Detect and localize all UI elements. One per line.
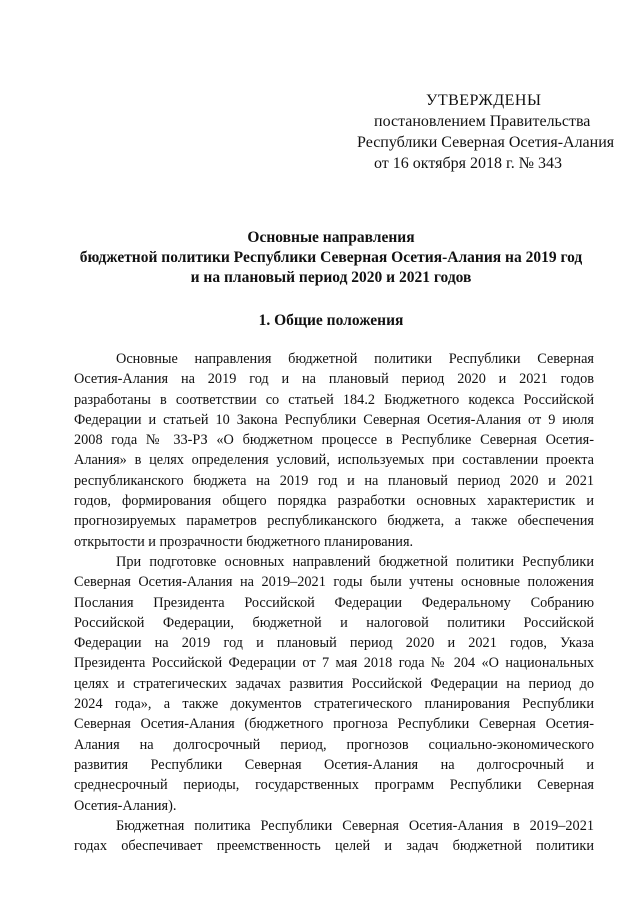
text-line: Президента Российской Федерации от 7 мая 2018 года № 204 «О национальных xyxy=(74,655,594,672)
text-line: годов, формирования общего порядка разработки основных характеристик и xyxy=(74,493,594,510)
text-line: Алания» в целях определения условий, используемых при составлении проекта xyxy=(74,452,594,469)
text-line: среднесрочный периоды, государственных программ Республики Северная xyxy=(74,777,594,794)
text-line: Осетия-Алания). xyxy=(74,797,177,814)
text-line: При подготовке основных направлений бюджетной политики Республики xyxy=(116,553,594,570)
approval-block xyxy=(340,90,615,174)
text-line: Федерации на 2019 год и плановый период 2020 и 2021 годов, Указа xyxy=(74,635,594,652)
section-heading: 1. Общие положения xyxy=(258,312,404,329)
text-line: прогнозируемых параметров республиканского бюджета, а также обеспечения xyxy=(74,513,594,530)
paragraph xyxy=(74,349,594,552)
approval-title: УТВЕРЖДЕНЫ xyxy=(426,92,542,109)
document-title xyxy=(70,228,592,288)
text-line: открытости и прозрачности бюджетного планирования. xyxy=(74,533,414,550)
paragraph xyxy=(74,552,594,816)
text-line: Бюджетная политика Республики Северная Осетия-Алания в 2019–2021 xyxy=(116,817,594,834)
approval-line: постановлением Правительства xyxy=(374,113,591,130)
text-line: Северная Осетия-Алания (бюджетного прогноза Республики Северная Осетия- xyxy=(74,716,594,733)
approval-line: Республики Северная Осетия-Алания xyxy=(357,134,615,151)
text-line: целях и стратегических задачах развития Российской Федерации на период до xyxy=(74,675,594,692)
paragraph xyxy=(74,816,594,857)
approval-line: от 16 октября 2018 г. № 343 xyxy=(374,155,563,172)
document-title-line: Основные направления xyxy=(247,229,415,246)
text-line: Российской Федерации, бюджетной и налоговой политики Российской xyxy=(74,614,594,631)
text-line: годах обеспечивает преемственность целей и задач бюджетной политики xyxy=(74,838,594,855)
document-title-line: бюджетной политики Республики Северная Осетия-Алания на 2019 год xyxy=(79,249,583,266)
text-line: 2024 года», а также документов стратегического планирования Республики xyxy=(74,696,594,713)
text-line: Северная Осетия-Алания на 2019–2021 годы были учтены основные положения xyxy=(74,574,594,591)
text-line: Алания на долгосрочный период, прогнозов социально-экономического xyxy=(74,736,594,753)
text-line: 2008 года № 33-РЗ «О бюджетном процессе в Республике Северная Осетия- xyxy=(74,432,594,449)
text-line: Основные направления бюджетной политики Республики Северная xyxy=(116,351,594,367)
text-line: Послания Президента Российской Федерации Федеральному Собранию xyxy=(74,594,594,611)
text-line: Федерации и статьей 10 Закона Республики Северная Осетия-Алания от 9 июля xyxy=(74,411,594,428)
text-line: республиканского бюджета на 2019 год и на плановый период 2020 и 2021 xyxy=(74,472,594,489)
text-line: разработаны в соответствии со статьей 184.2 Бюджетного кодекса Российской xyxy=(74,391,594,408)
text-line: Осетия-Алания на 2019 год и на плановый период 2020 и 2021 годов xyxy=(74,371,594,388)
body-text xyxy=(74,349,594,856)
text-line: развития Республики Северная Осетия-Алания на долгосрочный и xyxy=(74,756,594,773)
document-title-line: и на плановый период 2020 и 2021 годов xyxy=(190,269,472,286)
